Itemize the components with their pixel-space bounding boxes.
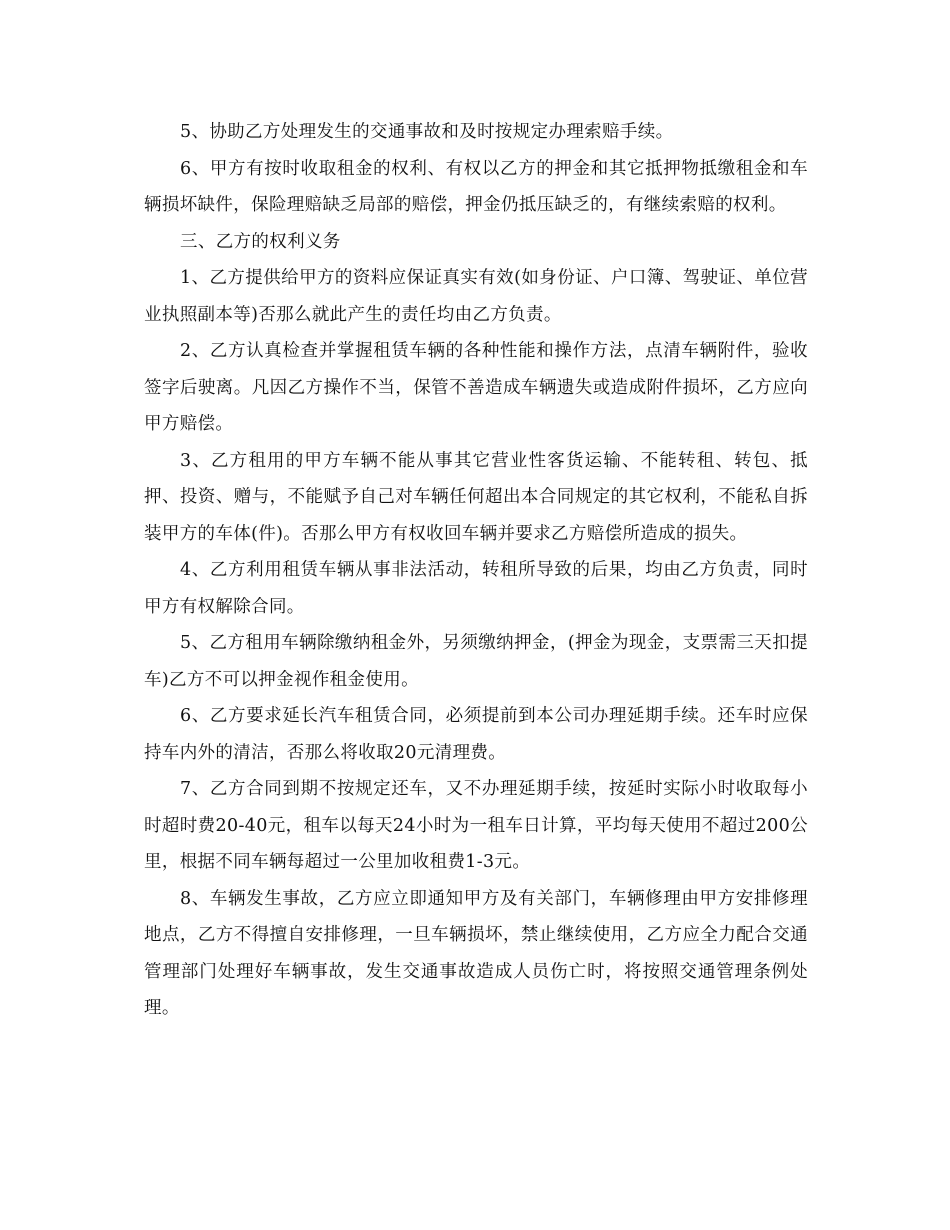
paragraph-6: 3、乙方租用的甲方车辆不能从事其它营业性客货运输、不能转租、转包、抵押、投资、赠与，不能赋予自己对车辆任何超出本合同规定的其它权利，不能私自拆装甲方的车体(件)。否那么甲方有权收回车辆并要求乙方赔偿所造成的损失。	[144, 450, 808, 544]
paragraph-1: 5、协助乙方处理发生的交通事故和及时按规定办理索赔手续。	[180, 122, 674, 142]
paragraph-10: 7、乙方合同到期不按规定还车，又不办理延期手续，按延时实际小时收取每小时超时费20-40元，租车以每天24小时为一租车日计算，平均每天使用不超过200公里，根据不同车辆每超过一公里加收租费1-3元。	[144, 779, 808, 872]
document-page	[144, 114, 808, 1027]
paragraph-5: 2、乙方认真检查并掌握租赁车辆的各种性能和操作方法，点清车辆附件，验收签字后驶离。凡因乙方操作不当，保管不善造成车辆遗失或造成附件损坏，乙方应向甲方赔偿。	[144, 341, 808, 434]
paragraph-4: 1、乙方提供给甲方的资料应保证真实有效(如身份证、户口簿、驾驶证、单位营业执照副本等)否那么就此产生的责任均由乙方负责。	[144, 268, 808, 325]
section-heading-3: 三、乙方的权利义务	[180, 231, 341, 252]
paragraph-7: 4、乙方利用租赁车辆从事非法活动，转租所导致的后果，均由乙方负责，同时甲方有权解除合同。	[144, 560, 808, 617]
paragraph-11: 8、车辆发生事故，乙方应立即通知甲方及有关部门，车辆修理由甲方安排修理地点，乙方不得擅自安排修理，一旦车辆损坏，禁止继续使用，乙方应全力配合交通管理部门处理好车辆事故，发生交通事故造成人员伤亡时，将按照交通管理条例处理。	[144, 888, 808, 1018]
paragraph-8: 5、乙方租用车辆除缴纳租金外，另须缴纳押金，(押金为现金，支票需三天扣提车)乙方不可以押金视作租金使用。	[144, 633, 808, 690]
paragraph-2: 6、甲方有按时收取租金的权利、有权以乙方的押金和其它抵押物抵缴租金和车辆损坏缺件，保险理赔缺乏局部的赔偿，押金仍抵压缺乏的，有继续索赔的权利。	[144, 158, 808, 215]
paragraph-9: 6、乙方要求延长汽车租赁合同，必须提前到本公司办理延期手续。还车时应保持车内外的清洁，否那么将收取20元清理费。	[144, 706, 808, 763]
